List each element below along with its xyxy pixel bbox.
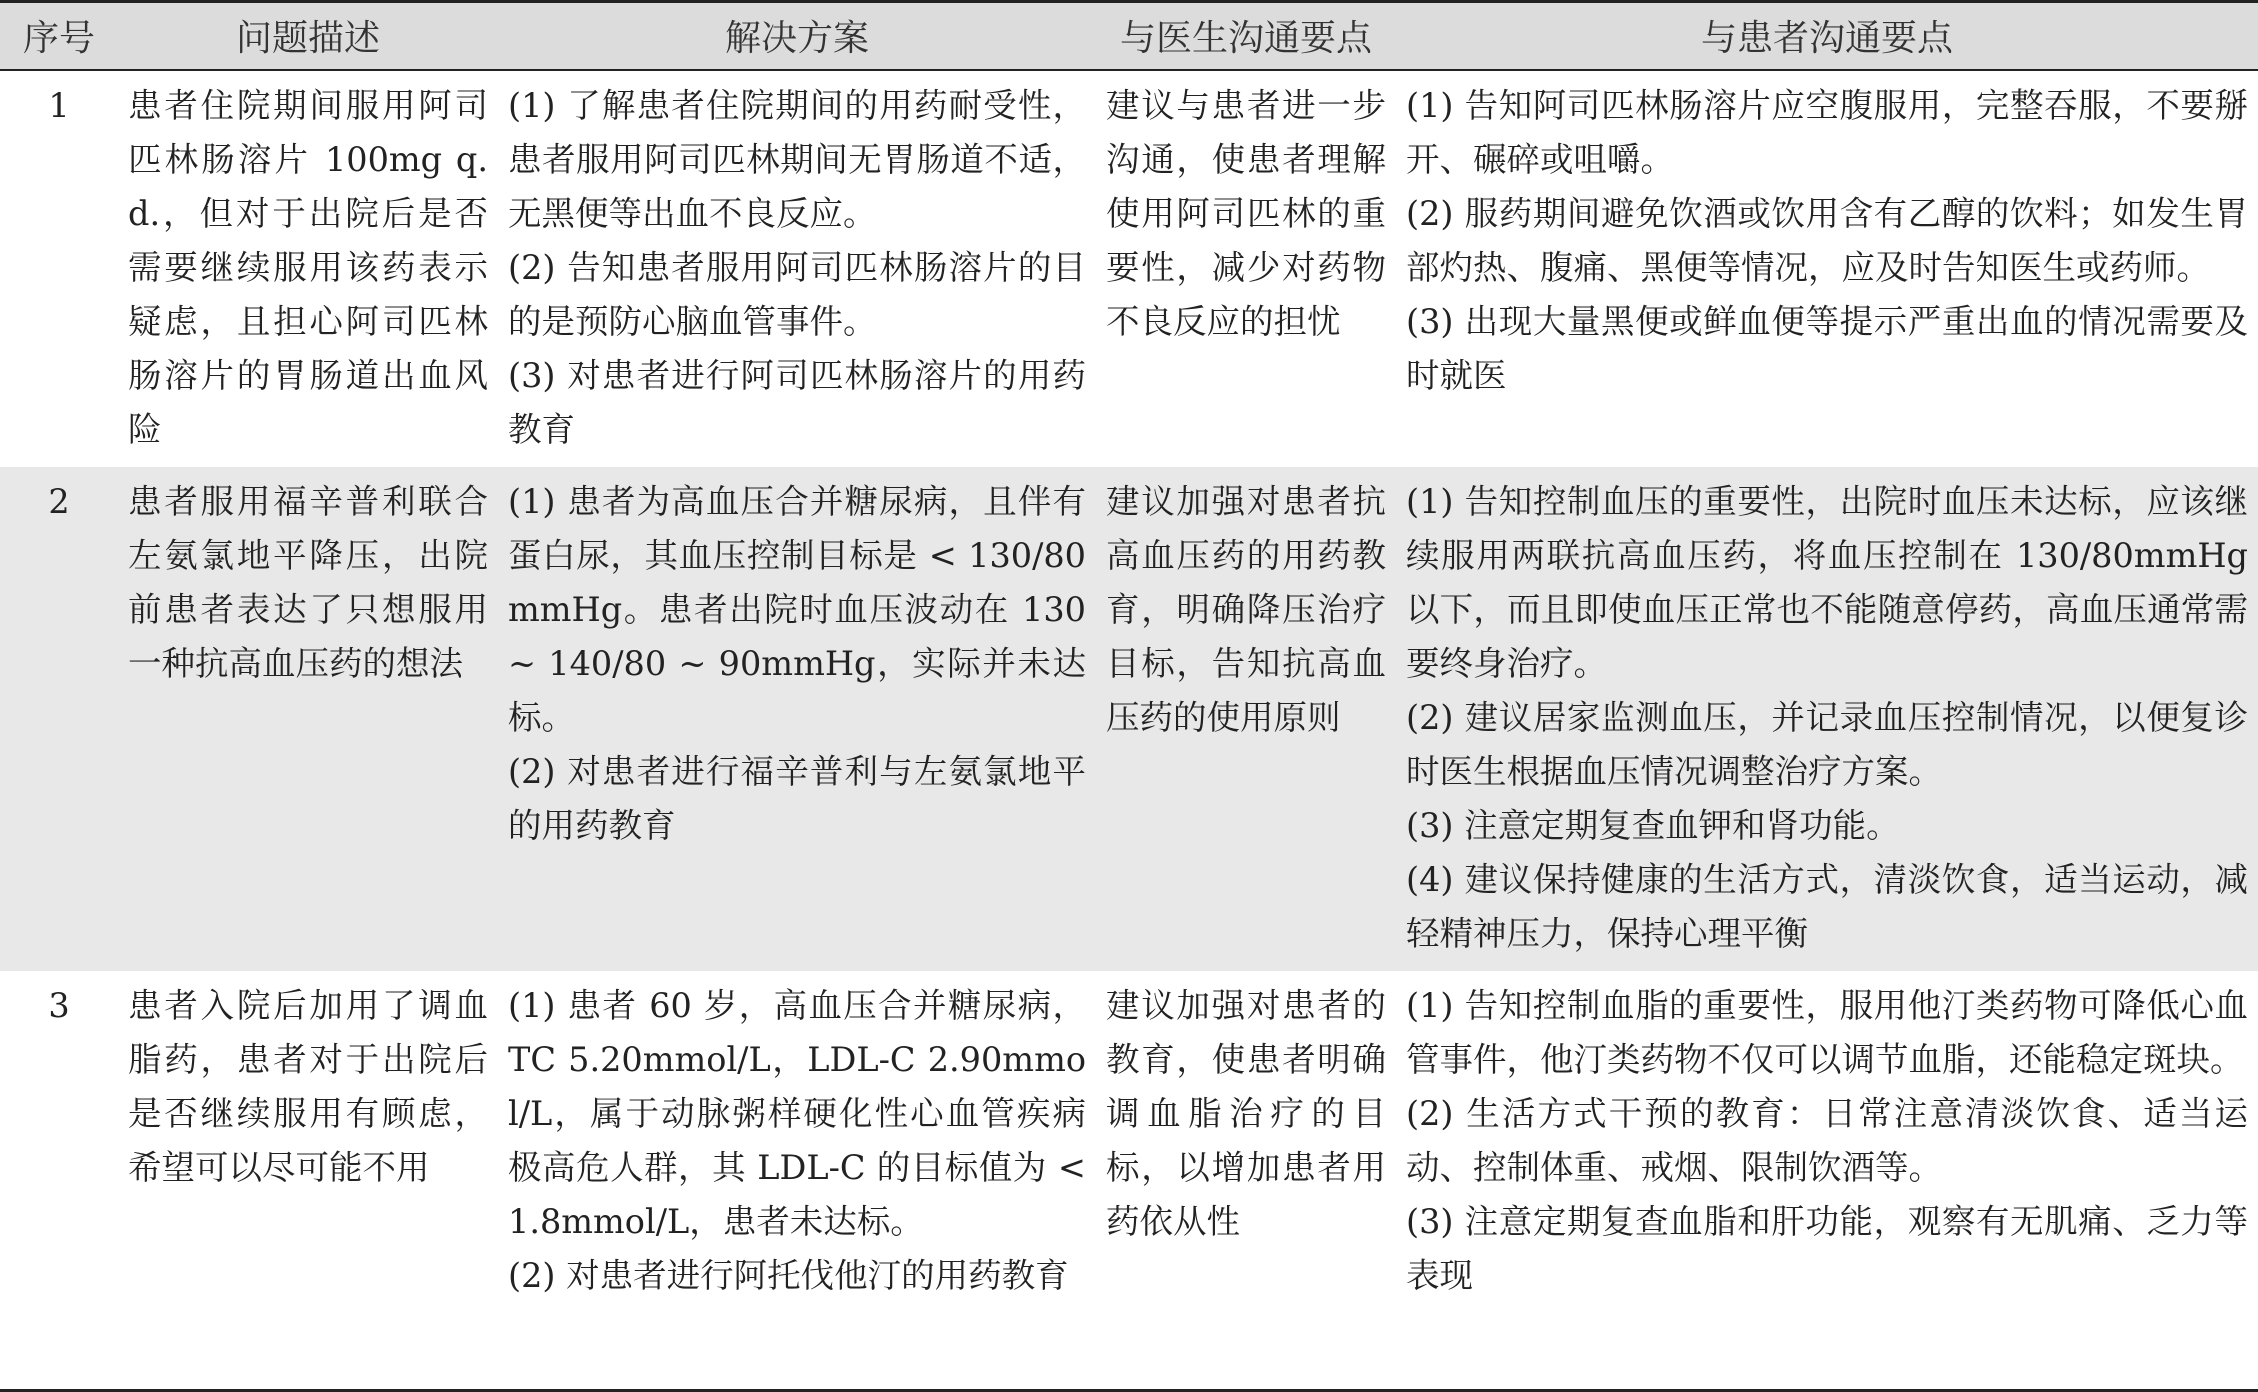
row-number: 3 (0, 971, 118, 1391)
solution-cell (498, 971, 1096, 1391)
table-row (0, 70, 2258, 467)
solution-item: (2) 告知患者服用阿司匹林肠溶片的目的是预防心脑血管事件。 (508, 247, 1086, 341)
solution-item: (3) 对患者进行阿司匹林肠溶片的用药教育 (508, 355, 1086, 449)
solution-item: (1) 了解患者住院期间的用药耐受性，患者服用阿司匹林期间无胃肠道不适，无黑便等出血不良反应。 (508, 85, 1086, 233)
header-problem: 问题描述 (118, 2, 498, 70)
problem-cell: 患者入院后加用了调血脂药，患者对于出院后是否继续服用有顾虑，希望可以尽可能不用 (118, 971, 498, 1391)
problem-cell: 患者住院期间服用阿司匹林肠溶片 100mg q.d.，但对于出院后是否需要继续服用该药表示疑虑，且担心阿司匹林肠溶片的胃肠道出血风险 (128, 85, 488, 449)
solution-cell (498, 70, 1096, 467)
table-row (0, 467, 2258, 971)
patient-points-cell (1396, 467, 2258, 971)
solution-item: (2) 对患者进行福辛普利与左氨氯地平的用药教育 (508, 751, 1086, 845)
header-doctor-points: 与医生沟通要点 (1096, 2, 1396, 70)
patient-point-item: (3) 注意定期复查血脂和肝功能，观察有无肌痛、乏力等表现 (1406, 1201, 2248, 1295)
header-row (0, 2, 2258, 70)
patient-point-item: (2) 建议居家监测血压，并记录血压控制情况，以便复诊时医生根据血压情况调整治疗方案。 (1406, 697, 2248, 791)
table-row (0, 971, 2258, 1391)
doctor-points-cell: 建议加强对患者的教育，使患者明确调血脂治疗的目标，以增加患者用药依从性 (1096, 971, 1396, 1391)
patient-point-item: (3) 出现大量黑便或鲜血便等提示严重出血的情况需要及时就医 (1406, 301, 2248, 395)
patient-point-item: (3) 注意定期复查血钾和肾功能。 (1406, 805, 1900, 845)
patient-point-item: (1) 告知控制血脂的重要性，服用他汀类药物可降低心血管事件，他汀类药物不仅可以调节血脂，还能稳定斑块。 (1406, 985, 2248, 1079)
header-solution: 解决方案 (498, 2, 1096, 70)
solution-cell (498, 467, 1096, 971)
table-header (0, 2, 2258, 70)
patient-point-item: (2) 服药期间避免饮酒或饮用含有乙醇的饮料；如发生胃部灼热、腹痛、黑便等情况，应及时告知医生或药师。 (1406, 193, 2248, 287)
solution-item: (2) 对患者进行阿托伐他汀的用药教育 (508, 1255, 1069, 1295)
patient-point-item: (2) 生活方式干预的教育：日常注意清淡饮食、适当运动、控制体重、戒烟、限制饮酒等。 (1406, 1093, 2248, 1187)
row-number: 2 (48, 481, 70, 521)
patient-points-cell (1396, 70, 2258, 467)
solution-item: (1) 患者为高血压合并糖尿病，且伴有蛋白尿，其血压控制目标是 < 130/80mmHg。患者出院时血压波动在 130 ~ 140/80 ~ 90mmHg，实际并未达标。 (508, 481, 1086, 737)
problem-cell: 患者服用福辛普利联合左氨氯地平降压，出院前患者表达了只想服用一种抗高血压药的想法 (128, 481, 488, 683)
header-patient-points: 与患者沟通要点 (1396, 2, 2258, 70)
header-serial: 序号 (0, 2, 118, 70)
table-body (0, 70, 2258, 1391)
doctor-points-cell: 建议与患者进一步沟通，使患者理解使用阿司匹林的重要性，减少对药物不良反应的担忧 (1106, 85, 1386, 341)
doctor-points-cell: 建议加强对患者抗高血压药的用药教育，明确降压治疗目标，告知抗高血压药的使用原则 (1106, 481, 1386, 737)
patient-points-cell (1396, 971, 2258, 1391)
row-number: 1 (48, 85, 70, 125)
patient-point-item: (1) 告知控制血压的重要性，出院时血压未达标，应该继续服用两联抗高血压药，将血压控制在 130/80mmHg 以下，而且即使血压正常也不能随意停药，高血压通常需要终身治疗。 (1406, 481, 2248, 683)
solution-item: (1) 患者 60 岁，高血压合并糖尿病，TC 5.20mmol/L，LDL-C 2.90mmol/L，属于动脉粥样硬化性心血管疾病极高危人群，其 LDL-C 的目标值为 < 1.8mmol/L，患者未达标。 (508, 985, 1086, 1241)
patient-point-item: (1) 告知阿司匹林肠溶片应空腹服用，完整吞服，不要掰开、碾碎或咀嚼。 (1406, 85, 2248, 179)
patient-point-item: (4) 建议保持健康的生活方式，清淡饮食，适当运动，减轻精神压力，保持心理平衡 (1406, 859, 2248, 953)
